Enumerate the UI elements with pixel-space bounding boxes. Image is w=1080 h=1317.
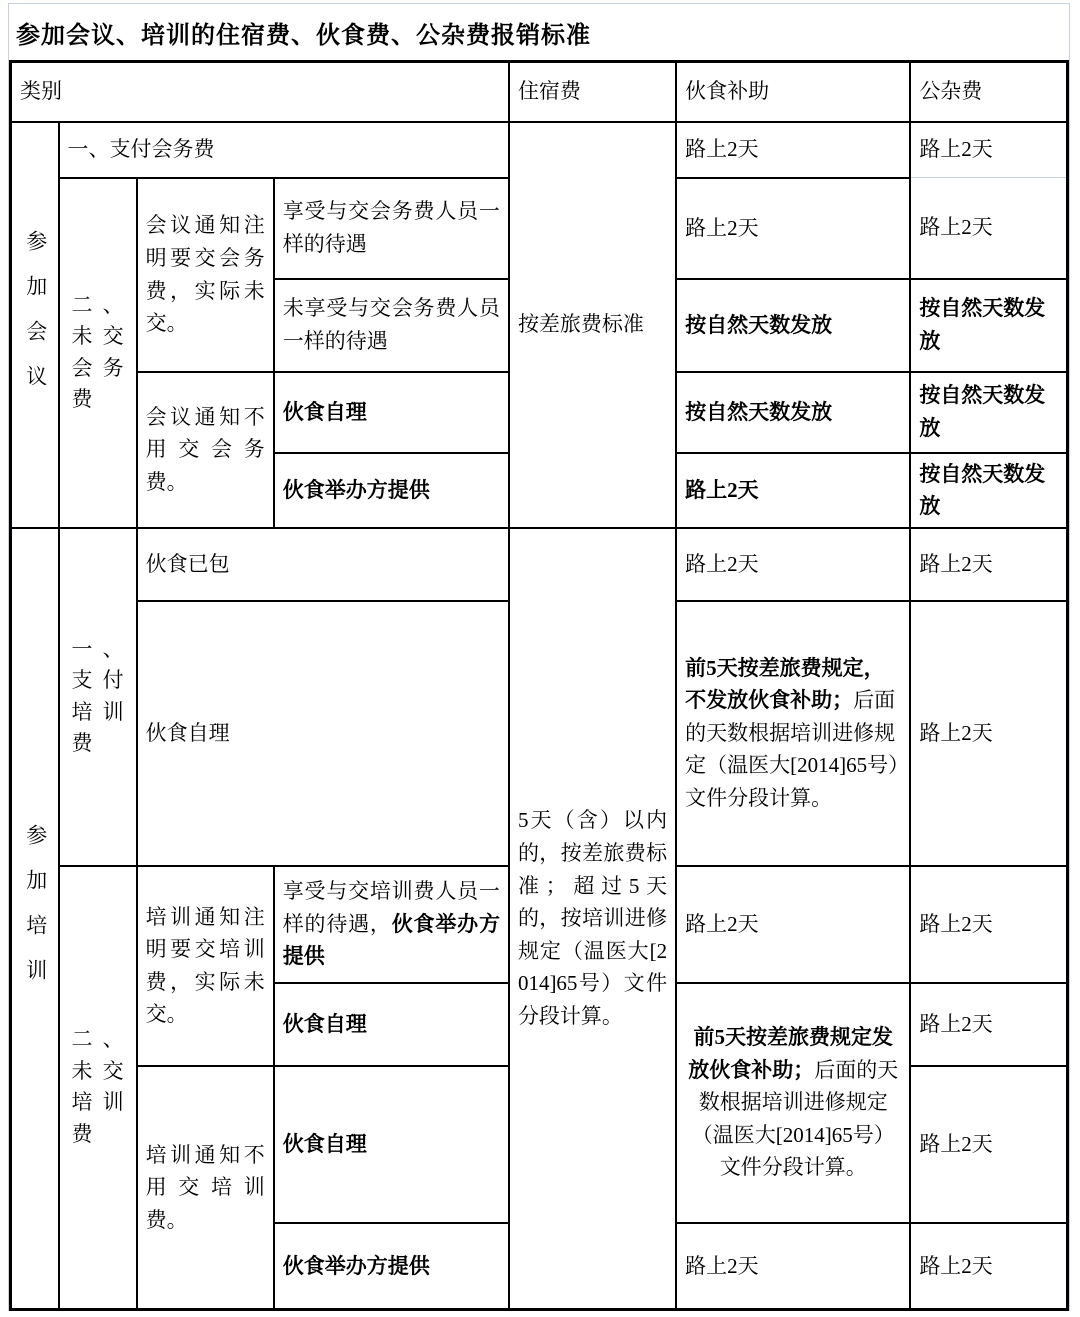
cell-notice-nopay: 会议通知不用交会务费。 (137, 372, 274, 528)
header-misc-fee: 公杂费 (910, 62, 1067, 122)
cell-notice-nopay: 培训通知不用交培训费。 (137, 1066, 274, 1310)
cell-misc: 路上2天 (910, 122, 1067, 178)
header-meal-subsidy: 伙食补助 (676, 62, 910, 122)
cell-meal (676, 601, 910, 866)
cell-misc: 按自然天数发放 (910, 372, 1067, 453)
cell-condition: 伙食已包 (137, 528, 509, 601)
cell-meeting-pay-fee: 一、支付会务费 (59, 122, 509, 178)
cell-meal: 路上2天 (676, 453, 910, 528)
cell-condition: 伙食举办方提供 (274, 453, 509, 528)
cell-meal: 路上2天 (676, 528, 910, 601)
training-group-label: 参加培训 (23, 823, 48, 1004)
cell-condition: 伙食自理 (274, 1066, 509, 1223)
condition-bold: 伙食举办方提供 (282, 911, 500, 969)
cell-training-group (11, 528, 59, 1310)
meal-rule-rest: 后面的天数根据培训进修规定（温医大[2014]65号）文件分段计算。 (685, 688, 899, 810)
cell-notice-pay: 会议通知注明要交会务费，实际未交。 (137, 178, 274, 372)
cell-misc: 按自然天数发放 (910, 279, 1067, 372)
cell-condition: 享受与交会务费人员一样的待遇 (274, 178, 509, 279)
table-row (11, 62, 1068, 122)
cell-meal-merged (676, 983, 910, 1223)
cell-misc: 按自然天数发放 (910, 453, 1067, 528)
cell-misc: 路上2天 (910, 601, 1067, 866)
cell-meal: 按自然天数发放 (676, 372, 910, 453)
meal-rule-rest: 后面的天数根据培训进修规定（温医大[2014]65号）文件分段计算。 (691, 1057, 899, 1180)
cell-misc: 路上2天 (910, 1223, 1067, 1310)
cell-misc: 路上2天 (910, 1066, 1067, 1223)
reimbursement-table (9, 60, 1069, 1311)
cell-misc: 路上2天 (910, 866, 1067, 983)
cell-meal: 路上2天 (676, 1223, 910, 1310)
cell-misc: 路上2天 (910, 528, 1067, 601)
header-category: 类别 (11, 62, 509, 122)
meeting-group-label: 参加会议 (23, 229, 48, 410)
cell-notice-pay: 培训通知注明要交培训费，实际未交。 (137, 866, 274, 1066)
cell-condition: 伙食自理 (274, 372, 509, 453)
cell-condition: 伙食自理 (137, 601, 509, 866)
condition-prefix: 享受与交培训费人员一样的待遇， (282, 879, 500, 936)
document-sheet (8, 3, 1070, 1311)
cell-training-lodging: 5天（含）以内的，按差旅费标准；超过5天的，按培训进修规定（温医大[2014]65号）文件分段计算。 (509, 528, 676, 1310)
cell-meeting-group (11, 122, 59, 528)
meal-rule-bold: 前5天按差旅费规定发放伙食补助； (688, 1025, 893, 1082)
cell-meal: 路上2天 (676, 866, 910, 983)
table-title: 参加会议、培训的住宿费、伙食费、公杂费报销标准 (16, 22, 591, 49)
cell-meal: 路上2天 (676, 178, 910, 279)
cell-condition: 伙食自理 (274, 983, 509, 1066)
cell-meal: 路上2天 (676, 122, 910, 178)
header-lodging: 住宿费 (509, 62, 676, 122)
cell-meeting-lodging: 按差旅费标准 (509, 122, 676, 528)
table-row (11, 528, 1068, 601)
cell-misc: 路上2天 (910, 983, 1067, 1066)
cell-condition: 伙食举办方提供 (274, 1223, 509, 1310)
cell-training-pay-fee: 一、支付培训费 (59, 528, 137, 866)
cell-condition (274, 866, 509, 983)
cell-meeting-no-fee: 二、未交会务费 (59, 178, 137, 528)
meal-rule-bold: 前5天按差旅费规定，不发放伙食补助； (685, 655, 885, 713)
table-row (11, 122, 1068, 178)
cell-condition: 未享受与交会务费人员一样的待遇 (274, 279, 509, 372)
cell-training-no-fee: 二、未交培训费 (59, 866, 137, 1310)
cell-meal: 按自然天数发放 (676, 279, 910, 372)
cell-misc: 路上2天 (910, 178, 1067, 279)
